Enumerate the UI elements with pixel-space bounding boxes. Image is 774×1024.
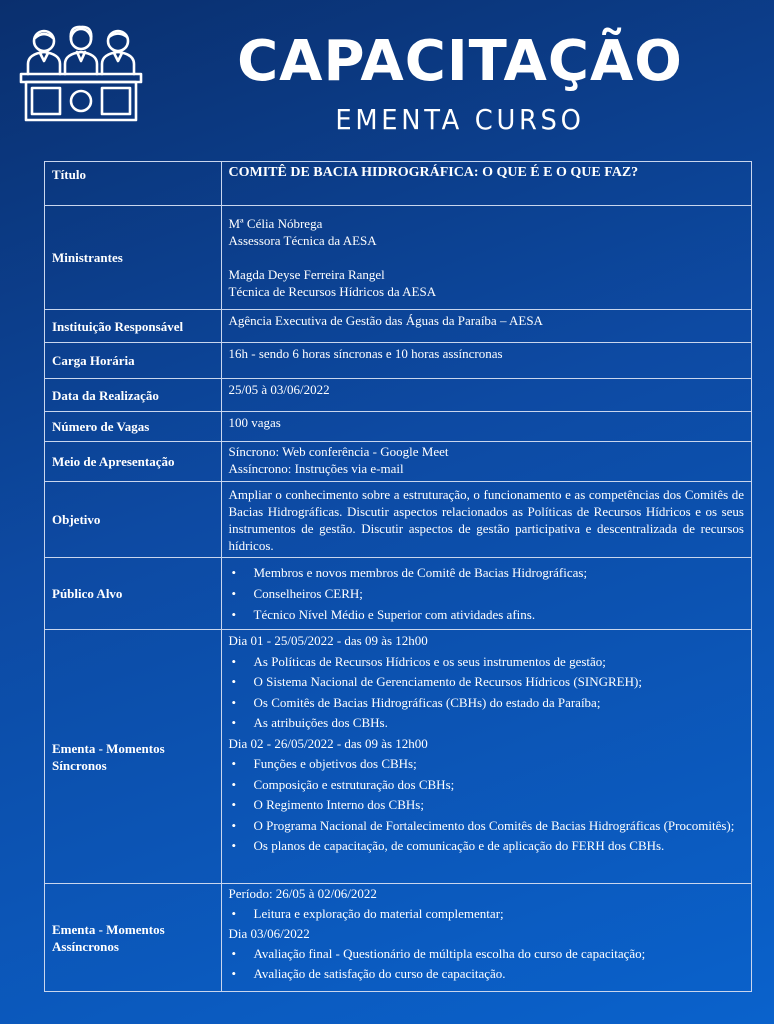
assincronos-item: • Avaliação final - Questionário de múltipla escolha do curso de capacitação; bbox=[229, 944, 745, 964]
label-ementa-assincronos-line2: Assíncronos bbox=[52, 938, 119, 954]
meio-sincrono: Síncrono: Web conferência - Google Meet bbox=[228, 444, 449, 459]
label-meio-apresentacao: Meio de Apresentação bbox=[45, 442, 222, 482]
ministrante-1-role: Assessora Técnica da AESA bbox=[228, 233, 377, 248]
value-ministrantes bbox=[221, 206, 752, 310]
assincronos-dia: Dia 03/06/2022 bbox=[228, 926, 310, 941]
sincronos-item: • As atribuições dos CBHs. bbox=[229, 713, 745, 734]
label-ementa-sincronos-line1: Ementa - Momentos bbox=[52, 740, 165, 756]
page-subtitle: EMENTA CURSO bbox=[335, 103, 585, 136]
sincronos-item: • Composição e estruturação dos CBHs; bbox=[229, 775, 745, 796]
value-numero-vagas: 100 vagas bbox=[221, 412, 752, 442]
value-ementa-sincronos bbox=[221, 630, 752, 884]
label-publico-alvo: Público Alvo bbox=[45, 558, 222, 630]
assincronos-item: • Leitura e exploração do material complementar; bbox=[229, 904, 745, 924]
value-carga-horaria: 16h - sendo 6 horas síncronas e 10 horas assíncronas bbox=[221, 343, 752, 379]
ministrante-1-name: Mª Célia Nóbrega bbox=[228, 216, 323, 231]
course-syllabus-table bbox=[44, 161, 752, 992]
value-data-realizacao: 25/05 à 03/06/2022 bbox=[221, 379, 752, 412]
meio-assincrono: Assíncrono: Instruções via e-mail bbox=[228, 461, 404, 476]
publico-item: • Membros e novos membros de Comitê de Bacias Hidrográficas; bbox=[229, 562, 745, 583]
row-titulo bbox=[45, 162, 752, 206]
sincronos-item: • Os Comitês de Bacias Hidrográficas (CBHs) do estado da Paraíba; bbox=[229, 693, 745, 714]
row-instituicao bbox=[45, 310, 752, 343]
assincronos-periodo: Período: 26/05 à 02/06/2022 bbox=[228, 886, 377, 901]
value-ementa-assincronos bbox=[221, 884, 752, 992]
ministrante-2-name: Magda Deyse Ferreira Rangel bbox=[228, 267, 385, 282]
publico-item: • Técnico Nível Médio e Superior com atividades afins. bbox=[229, 604, 745, 625]
value-meio-apresentacao bbox=[221, 442, 752, 482]
label-carga-horaria: Carga Horária bbox=[45, 343, 222, 379]
value-instituicao: Agência Executiva de Gestão das Águas da Paraíba – AESA bbox=[221, 310, 752, 343]
sincronos-item: • O Programa Nacional de Fortalecimento dos Comitês de Bacias Hidrográficas (Procomitês); bbox=[229, 816, 745, 837]
label-ementa-assincronos-line1: Ementa - Momentos bbox=[52, 921, 165, 937]
sincronos-item: • O Sistema Nacional de Gerenciamento de Recursos Hídricos (SINGREH); bbox=[229, 672, 745, 693]
assincronos-item: • Avaliação de satisfação do curso de capacitação. bbox=[229, 964, 745, 984]
value-publico-alvo bbox=[221, 558, 752, 630]
row-ministrantes bbox=[45, 206, 752, 310]
page-title: CAPACITAÇÃO bbox=[237, 29, 683, 94]
label-objetivo: Objetivo bbox=[45, 482, 222, 558]
sincronos-dia-01: Dia 01 - 25/05/2022 - das 09 às 12h00 bbox=[228, 633, 428, 648]
row-publico-alvo bbox=[45, 558, 752, 630]
council-logo-icon bbox=[18, 24, 144, 124]
label-titulo: Título bbox=[45, 162, 222, 206]
sincronos-item: • Funções e objetivos dos CBHs; bbox=[229, 754, 745, 775]
sincronos-item: • O Regimento Interno dos CBHs; bbox=[229, 795, 745, 816]
label-data-realizacao: Data da Realização bbox=[45, 379, 222, 412]
label-ementa-sincronos-line2: Síncronos bbox=[52, 757, 107, 773]
label-ministrantes: Ministrantes bbox=[45, 206, 222, 310]
label-ementa-assincronos bbox=[45, 884, 222, 992]
value-titulo: COMITÊ DE BACIA HIDROGRÁFICA: O QUE É E O QUE FAZ? bbox=[221, 162, 752, 206]
label-numero-vagas: Número de Vagas bbox=[45, 412, 222, 442]
sincronos-item: • Os planos de capacitação, de comunicação e de aplicação do FERH dos CBHs. bbox=[229, 836, 745, 857]
row-objetivo bbox=[45, 482, 752, 558]
publico-item: • Conselheiros CERH; bbox=[229, 583, 745, 604]
sincronos-dia-02: Dia 02 - 26/05/2022 - das 09 às 12h00 bbox=[228, 735, 428, 751]
row-ementa-sincronos bbox=[45, 630, 752, 884]
row-numero-vagas bbox=[45, 412, 752, 442]
row-ementa-assincronos bbox=[45, 884, 752, 992]
row-data-realizacao bbox=[45, 379, 752, 412]
label-instituicao: Instituição Responsável bbox=[45, 310, 222, 343]
ministrante-2-role: Técnica de Recursos Hídricos da AESA bbox=[228, 284, 437, 299]
row-carga-horaria bbox=[45, 343, 752, 379]
label-ementa-sincronos bbox=[45, 630, 222, 884]
sincronos-item: • As Políticas de Recursos Hídricos e os seus instrumentos de gestão; bbox=[229, 652, 745, 673]
page-header bbox=[0, 0, 774, 160]
value-objetivo: Ampliar o conhecimento sobre a estruturação, o funcionamento e as competências dos Comitês de Bacias Hidrográficas. Discutir aspectos relacionados as Políticas de Recursos Hídricos e os seus instrumentos de gestão. Discutir aspectos de gestão participativa e descentralizada de recursos hídricos. bbox=[221, 482, 752, 558]
row-meio-apresentacao bbox=[45, 442, 752, 482]
